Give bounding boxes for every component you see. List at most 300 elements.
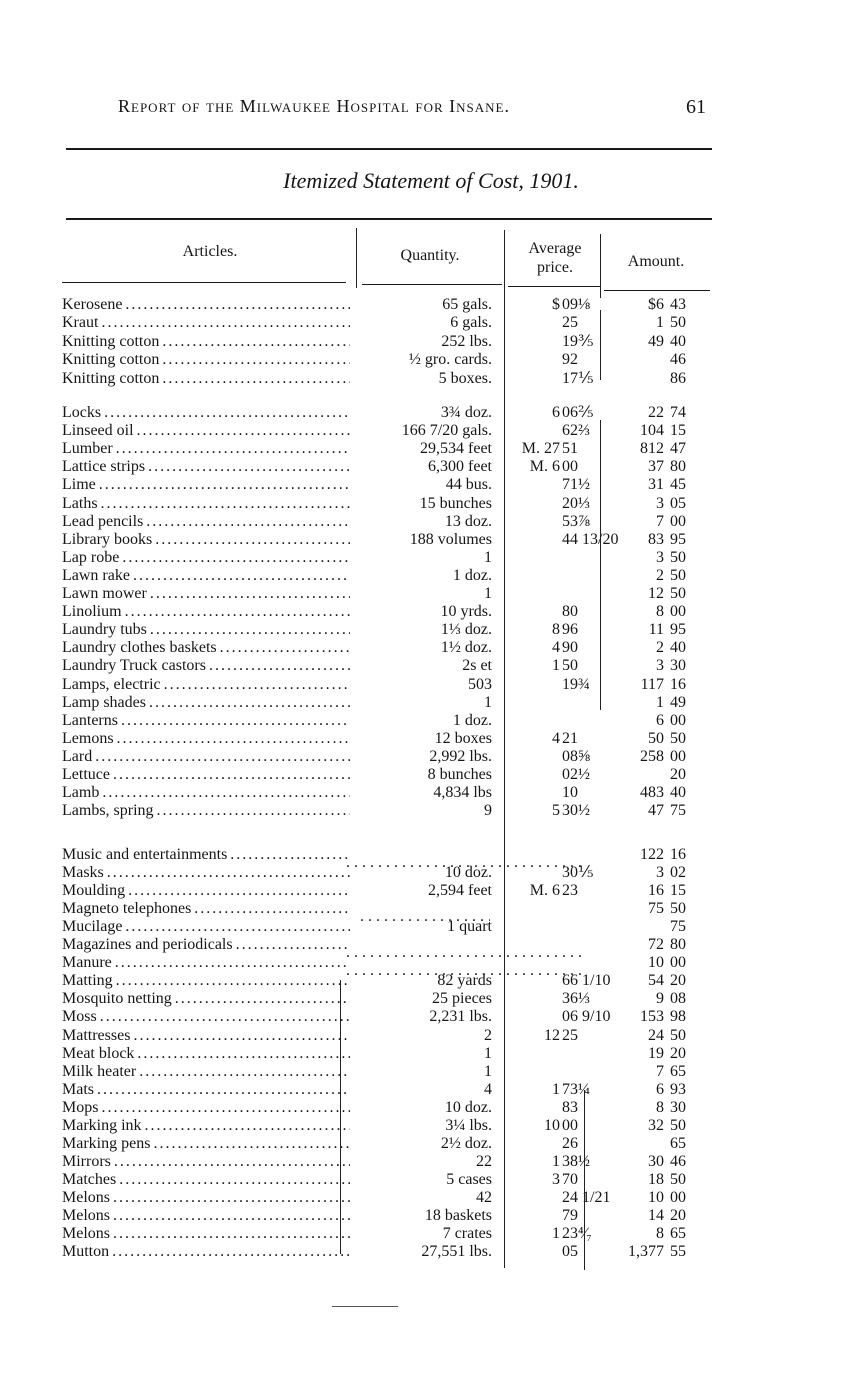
price-cents: 38½ [562, 1152, 590, 1170]
article: Mosquito netting . . . [62, 990, 350, 1008]
price-cents: 30⅕ [562, 864, 594, 882]
article: Manure . . . [62, 954, 350, 972]
amount-dollars: 32 [648, 1116, 664, 1134]
price-cents: 44 13/20 [562, 530, 619, 548]
quantity: 25 pieces [432, 990, 492, 1008]
table-row [0, 864, 862, 882]
amount-cents: 86 [670, 369, 686, 387]
table-row [0, 1063, 862, 1081]
footer-rule [332, 1306, 398, 1307]
article: Lamb . . . [62, 784, 350, 802]
amount-dollars: 1 [656, 314, 664, 332]
article: Music and entertainments . . . [62, 846, 350, 864]
article: Laundry tubs . . . [62, 621, 350, 639]
table-row [0, 954, 862, 972]
table-row [0, 846, 862, 864]
amount-cents: 55 [670, 1243, 686, 1261]
price-dollars: M. 6 [529, 882, 560, 900]
amount-cents: 43 [670, 296, 686, 313]
table-row [0, 936, 862, 954]
amount-cents: 00 [670, 747, 686, 765]
amount-dollars: $6 [648, 296, 664, 313]
quantity: 2s et [462, 657, 492, 675]
price-cents: 10 [562, 784, 578, 802]
article: Linseed oil . . . [62, 422, 350, 440]
quantity: 10 doz. [444, 1098, 492, 1116]
price-cents: 96 [562, 621, 578, 639]
amount-cents: 00 [670, 954, 686, 972]
quantity: 1 doz. [452, 566, 492, 584]
amount-dollars: 11 [648, 621, 664, 639]
article: Mirrors . . . [62, 1153, 350, 1171]
amount-dollars: 54 [648, 972, 664, 990]
amount-dollars: 812 [640, 440, 664, 458]
amount-cents: 15 [670, 422, 686, 440]
quantity: 42 [476, 1188, 492, 1206]
amount-cents: 95 [670, 530, 686, 548]
article: Lap robe . . . [62, 549, 350, 567]
amount-cents: 46 [670, 351, 686, 369]
price-cents: 50 [562, 657, 578, 675]
table-row [0, 422, 862, 440]
table-row [0, 1117, 862, 1135]
amount-cents: 20 [670, 972, 686, 990]
quantity: 15 bunches [419, 494, 492, 512]
amount-cents: 75 [670, 918, 686, 936]
page-number: 61 [686, 96, 706, 118]
price-dollars: 10 [544, 1116, 560, 1134]
amount-cents: 50 [670, 1170, 686, 1188]
table-row [0, 918, 862, 936]
price-cents: 53⅞ [562, 512, 590, 530]
quantity: 5 cases [446, 1170, 492, 1188]
quantity: 10 doz. [444, 864, 492, 882]
amount-cents: 00 [670, 711, 686, 729]
quantity: 4 [484, 1080, 492, 1098]
table-row [0, 513, 862, 531]
table-row [0, 351, 862, 369]
article: Magazines and periodicals . . . [62, 936, 350, 954]
quantity: 65 gals. [442, 296, 492, 313]
amount-dollars: 30 [648, 1152, 664, 1170]
table-row [0, 1081, 862, 1099]
price-cents: 36⅓ [562, 990, 590, 1008]
amount-dollars: 2 [656, 566, 664, 584]
price-dollars: 12 [544, 1026, 560, 1044]
article: Meat block . . . [62, 1045, 350, 1063]
table-row [0, 1027, 862, 1045]
amount-dollars: 3 [656, 657, 664, 675]
article: Knitting cotton . . . [62, 370, 350, 388]
table-row [0, 748, 862, 766]
amount-cents: 40 [670, 639, 686, 657]
amount-cents: 80 [670, 458, 686, 476]
table-row [0, 314, 862, 332]
table-row [0, 440, 862, 458]
quantity: 6,300 feet [428, 458, 492, 476]
amount-dollars: 16 [648, 882, 664, 900]
amount-cents: 08 [670, 990, 686, 1008]
quantity: 3¾ doz. [440, 404, 492, 421]
price-cents: 62⅔ [562, 422, 590, 440]
table-row [0, 1189, 862, 1207]
article: Mops . . . [62, 1099, 350, 1117]
article: Laths . . . [62, 495, 350, 513]
price-cents: 02½ [562, 766, 590, 783]
amount-cents: 20 [670, 1044, 686, 1062]
article: Magneto telephones . . . [62, 900, 350, 918]
amount-dollars: 483 [640, 784, 664, 802]
amount-dollars: 6 [656, 1080, 664, 1098]
article: Mutton . . . [62, 1243, 350, 1261]
price-cents: 25 [562, 314, 578, 332]
table-row [0, 585, 862, 603]
amount-dollars: 3 [656, 494, 664, 512]
amount-dollars: 24 [648, 1026, 664, 1044]
amount-cents: 15 [670, 882, 686, 900]
price-cents: 83 [562, 1098, 578, 1116]
amount-cents: 20 [670, 766, 686, 783]
price-cents: 09⅛ [562, 296, 590, 313]
amount-dollars: 122 [640, 846, 664, 863]
amount-dollars: 49 [648, 332, 664, 350]
amount-cents: 50 [670, 1026, 686, 1044]
price-cents: 23⁴⁄₇ [562, 1225, 592, 1243]
amount-dollars: 37 [648, 458, 664, 476]
price-cents: 25 [562, 1026, 578, 1044]
quantity: 1 quart [447, 918, 492, 936]
article: Lanterns . . . [62, 712, 350, 730]
amount-cents: 65 [670, 1225, 686, 1243]
article: Lettuce . . . [62, 766, 350, 784]
amount-dollars: 7 [656, 1062, 664, 1080]
column-header-amount: Amount. [627, 253, 685, 270]
article: Locks . . . [62, 404, 350, 422]
article: Lamp shades . . . [62, 694, 350, 712]
table-row [0, 567, 862, 585]
price-cents: 21 [562, 729, 578, 747]
table-row [0, 766, 862, 784]
amount-dollars: 1 [656, 693, 664, 711]
quantity: 1 [484, 548, 492, 566]
article: Mats . . . [62, 1081, 350, 1099]
article: Moss . . . [62, 1008, 350, 1026]
table-row [0, 639, 862, 657]
article: Lime . . . [62, 476, 350, 494]
amount-cents: 40 [670, 784, 686, 802]
table-row [0, 1135, 862, 1153]
quantity: 2,594 feet [428, 882, 492, 900]
column-header-price: Average price. [528, 240, 582, 276]
quantity: 5 boxes. [438, 369, 492, 387]
table-row [0, 1225, 862, 1243]
price-cents: 05 [562, 1243, 578, 1261]
amount-cents: 30 [670, 657, 686, 675]
amount-cents: 30 [670, 1098, 686, 1116]
table-row [0, 657, 862, 675]
price-dollars: M. 6 [529, 458, 560, 476]
amount-dollars: 104 [640, 422, 664, 440]
amount-cents: 93 [670, 1080, 686, 1098]
table-top-rule [66, 218, 712, 220]
amount-cents: 47 [670, 440, 686, 458]
amount-cents: 40 [670, 332, 686, 350]
price-cents: 73¼ [562, 1080, 590, 1098]
amount-cents: 45 [670, 476, 686, 494]
amount-dollars: 1,377 [628, 1243, 664, 1261]
amount-cents: 00 [670, 1188, 686, 1206]
article: Laundry Truck castors . . . [62, 657, 350, 675]
amount-cents: 00 [670, 512, 686, 530]
article: Library books . . . [62, 531, 350, 549]
article: Melons . . . [62, 1225, 350, 1243]
amount-dollars: 117 [640, 675, 664, 693]
price-cents: 19¾ [562, 675, 590, 693]
header-rule-quantity [362, 284, 502, 285]
article: Matting . . . [62, 972, 350, 990]
price-cents: 00 [562, 458, 578, 476]
amount-dollars: 10 [648, 954, 664, 972]
table-row [0, 802, 862, 820]
amount-cents: 05 [670, 494, 686, 512]
article: Marking pens . . . [62, 1135, 350, 1153]
price-cents: 66 1/10 [562, 972, 611, 990]
article: Knitting cotton . . . [62, 333, 350, 351]
amount-cents: 50 [670, 585, 686, 602]
amount-dollars: 31 [648, 476, 664, 494]
amount-dollars: 19 [648, 1044, 664, 1062]
top-rule [66, 148, 712, 150]
quantity: 503 [468, 675, 492, 693]
column-divider [356, 228, 357, 288]
price-cents: 71½ [562, 476, 590, 494]
amount-dollars: 8 [656, 603, 664, 621]
article: Lambs, spring . . . [62, 802, 350, 820]
amount-dollars: 72 [648, 936, 664, 954]
article: Kerosene . . . [62, 296, 350, 314]
table-row [0, 972, 862, 990]
column-header-quantity: Quantity. [400, 247, 460, 264]
quantity: 1 [484, 1062, 492, 1080]
article: Knitting cotton . . . [62, 351, 350, 369]
table-row [0, 1008, 862, 1026]
price-dollars: 6 [552, 404, 560, 421]
quantity: 12 boxes [434, 729, 492, 747]
amount-dollars: 8 [656, 1225, 664, 1243]
price-cents: 30½ [562, 802, 590, 820]
amount-cents: 75 [670, 802, 686, 820]
price-dollars: M. 27 [521, 440, 560, 458]
price-dollars: 1 [552, 657, 560, 675]
price-cents: 79 [562, 1207, 578, 1224]
quantity: 13 doz. [444, 512, 492, 530]
price-cents: 00 [562, 1116, 578, 1134]
quantity: 1 doz. [452, 711, 492, 729]
table-row [0, 694, 862, 712]
table-row [0, 495, 862, 513]
table-title: Itemized Statement of Cost, 1901. [283, 168, 579, 193]
table-row [0, 1171, 862, 1189]
price-dollars: 8 [552, 621, 560, 639]
quantity: 2,992 lbs. [429, 747, 492, 765]
amount-dollars: 258 [640, 747, 664, 765]
article: Lawn mower . . . [62, 585, 350, 603]
quantity: 27,551 lbs. [421, 1243, 492, 1261]
quantity: 2,231 lbs. [429, 1008, 492, 1026]
column-divider [600, 234, 601, 298]
quantity: 10 yrds. [440, 603, 492, 621]
table-row [0, 531, 862, 549]
amount-dollars: 12 [648, 585, 664, 602]
amount-cents: 50 [670, 1116, 686, 1134]
quantity: 82 yards [437, 972, 492, 990]
table-row [0, 730, 862, 748]
article: Kraut . . . [62, 314, 350, 332]
table-row [0, 1243, 862, 1261]
amount-dollars: 14 [648, 1207, 664, 1224]
amount-cents: 50 [670, 548, 686, 566]
quantity: 1 [484, 1044, 492, 1062]
price-cents: 06⅖ [562, 404, 594, 421]
amount-dollars: 153 [640, 1008, 664, 1026]
amount-cents: 16 [670, 675, 686, 693]
quantity: 29,534 feet [420, 440, 492, 458]
article: Lard . . . [62, 748, 350, 766]
quantity: 9 [484, 802, 492, 820]
amount-cents: 50 [670, 314, 686, 332]
quantity: 166 7/20 gals. [401, 422, 492, 440]
amount-cents: 50 [670, 729, 686, 747]
price-dollars: 1 [552, 1152, 560, 1170]
amount-cents: 80 [670, 936, 686, 954]
quantity: 1 [484, 585, 492, 602]
table-row [0, 990, 862, 1008]
price-cents: 51 [562, 440, 578, 458]
amount-cents: 20 [670, 1207, 686, 1224]
price-cents: 26 [562, 1134, 578, 1152]
price-cents: 20⅓ [562, 494, 590, 512]
amount-cents: 16 [670, 846, 686, 863]
running-header: Report of the Milwaukee Hospital for Insane. [118, 96, 510, 116]
amount-cents: 46 [670, 1152, 686, 1170]
price-cents: 23 [562, 882, 578, 900]
table-row [0, 1045, 862, 1063]
price-cents: 17⅕ [562, 369, 594, 387]
table-row [0, 1207, 862, 1225]
article: Lead pencils . . . [62, 513, 350, 531]
table-row [0, 476, 862, 494]
amount-dollars: 75 [648, 900, 664, 918]
amount-cents: 49 [670, 693, 686, 711]
quantity: 2½ doz. [440, 1134, 492, 1152]
table-row [0, 882, 862, 900]
article: Laundry clothes baskets . . . [62, 639, 350, 657]
quantity: 2 [484, 1026, 492, 1044]
price-cents: 80 [562, 603, 578, 621]
price-dollars: 4 [552, 639, 560, 657]
table-row [0, 784, 862, 802]
article: Lamps, electric . . . [62, 676, 350, 694]
table-row [0, 296, 862, 314]
quantity: 1⅓ doz. [440, 621, 492, 639]
amount-dollars: 6 [656, 711, 664, 729]
amount-dollars: 22 [648, 404, 664, 421]
column-divider [504, 230, 505, 300]
table-row [0, 458, 862, 476]
quantity: 3¼ lbs. [445, 1116, 492, 1134]
amount-dollars: 47 [648, 802, 664, 820]
article: Lumber . . . [62, 440, 350, 458]
header-rule-articles [62, 282, 346, 283]
price-cents: 90 [562, 639, 578, 657]
table-row [0, 603, 862, 621]
quantity: 4,834 lbs [433, 784, 492, 802]
price-cents: 70 [562, 1170, 578, 1188]
table-row [0, 333, 862, 351]
quantity: 6 gals. [450, 314, 492, 332]
amount-dollars: 83 [648, 530, 664, 548]
amount-cents: 65 [670, 1062, 686, 1080]
quantity: ½ gro. cards. [408, 351, 492, 369]
price-cents: 24 1/21 [562, 1188, 611, 1206]
table-row [0, 1099, 862, 1117]
amount-cents: 50 [670, 566, 686, 584]
table-row [0, 712, 862, 730]
article: Lawn rake . . . [62, 567, 350, 585]
table-row [0, 1153, 862, 1171]
article: Marking ink . . . [62, 1117, 350, 1135]
article: Mattresses . . . [62, 1027, 350, 1045]
quantity: 18 baskets [424, 1207, 492, 1224]
amount-dollars: 3 [656, 864, 664, 882]
column-header-articles: Articles. [182, 243, 238, 260]
price-cents: 08⅝ [562, 747, 590, 765]
amount-cents: 00 [670, 603, 686, 621]
amount-dollars: 9 [656, 990, 664, 1008]
article: Melons . . . [62, 1207, 350, 1225]
price-dollars: $ [552, 296, 560, 313]
table-row [0, 549, 862, 567]
quantity: 7 crates [442, 1225, 492, 1243]
price-dollars: 1 [552, 1225, 560, 1243]
article: Lemons . . . [62, 730, 350, 748]
article: Mucilage . . . [62, 918, 350, 936]
amount-dollars: 10 [648, 1188, 664, 1206]
amount-dollars: 7 [656, 512, 664, 530]
amount-dollars: 8 [656, 1098, 664, 1116]
price-cents: 06 9/10 [562, 1008, 611, 1026]
quantity: 188 volumes [409, 530, 492, 548]
amount-cents: 95 [670, 621, 686, 639]
amount-cents: 02 [670, 864, 686, 882]
quantity: 1 [484, 693, 492, 711]
amount-dollars: 18 [648, 1170, 664, 1188]
price-dollars: 5 [552, 802, 560, 820]
price-dollars: 3 [552, 1170, 560, 1188]
article: Lattice strips . . . [62, 458, 350, 476]
header-rule-amount [604, 290, 710, 291]
amount-cents: 65 [670, 1134, 686, 1152]
table-row [0, 676, 862, 694]
quantity: 1½ doz. [440, 639, 492, 657]
article: Masks . . . [62, 864, 350, 882]
amount-dollars: 3 [656, 548, 664, 566]
article: Milk heater . . . [62, 1063, 350, 1081]
header-rule-price [508, 286, 600, 287]
amount-cents: 50 [670, 900, 686, 918]
table-row [0, 900, 862, 918]
article: Matches . . . [62, 1171, 350, 1189]
